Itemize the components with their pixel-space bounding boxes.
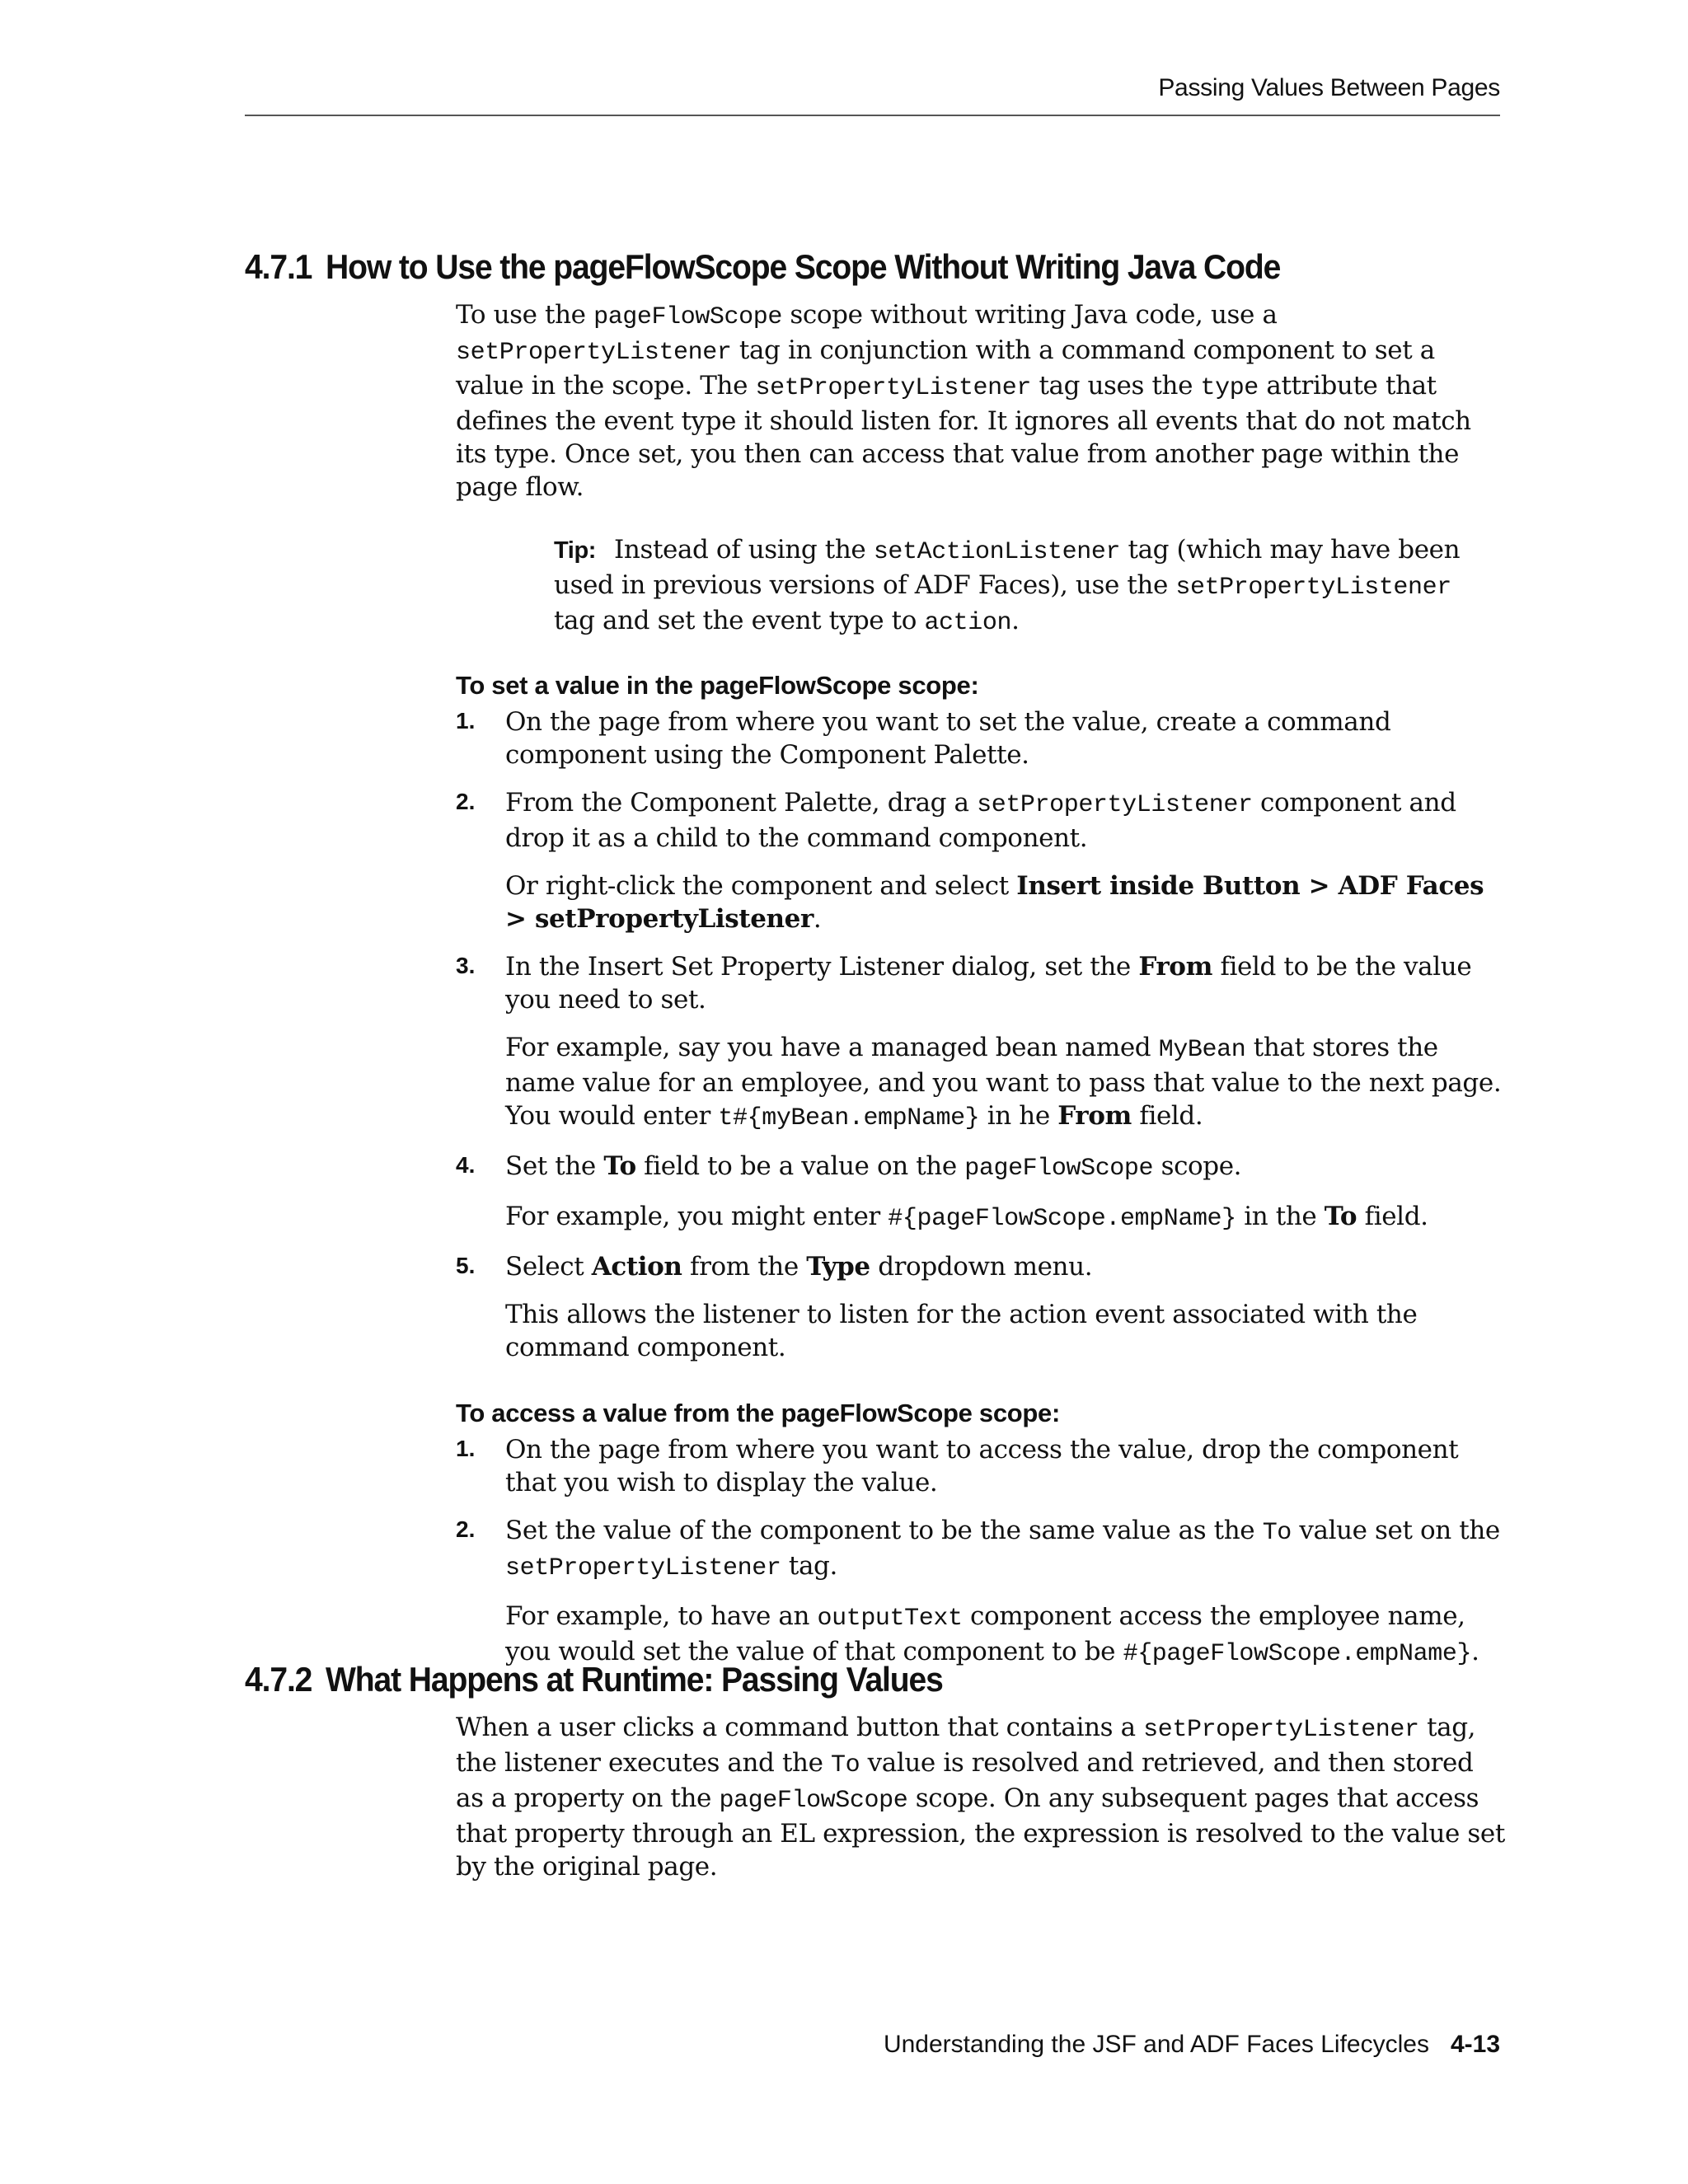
step-detail: This allows the listener to listen for the action event associated with the command component. [505, 1300, 1418, 1362]
text-run: tag and set the event type to [554, 606, 925, 635]
procedure-title-access-value: To access a value from the pageFlowScope scope: [456, 1399, 1061, 1427]
procedure-steps-set-value [456, 705, 1507, 1364]
step-text [505, 1150, 1507, 1185]
section-heading-4-7-2 [245, 1660, 943, 1699]
code-span: setPropertyListener [755, 374, 1031, 402]
code-span: setPropertyListener [977, 791, 1253, 819]
text-run: From the Component Palette, drag a [505, 788, 978, 818]
text-run: that stores the name value for an employee, and you want to pass that value to the next page. You would enter [505, 1033, 1502, 1131]
code-span: #{pageFlowScope.empName} [888, 1205, 1236, 1233]
text-run: . [1011, 606, 1020, 635]
section-number: 4.7.1 [245, 247, 312, 286]
text-run: field to be a value on the [635, 1151, 965, 1181]
step-detail [505, 1031, 1507, 1135]
list-item [456, 950, 1507, 1135]
step-text: On the page from where you want to set the value, create a command component using the Component Palette. [505, 707, 1391, 770]
step-text: On the page from where you want to access the value, drop the component that you wish to display the value. [505, 1435, 1459, 1497]
text-run: from the [682, 1252, 807, 1282]
list-item [456, 1433, 1507, 1499]
list-item [456, 1150, 1507, 1235]
text-run: Set the [505, 1151, 604, 1181]
code-span: setPropertyListener [1175, 574, 1451, 602]
text-run: To use the [456, 300, 594, 330]
step-number: 2. [456, 789, 476, 814]
code-span: To [1262, 1519, 1292, 1547]
text-run: tag uses the [1030, 371, 1201, 401]
code-span: action [924, 609, 1012, 637]
text-run: component access the employee name, you would set the value of that component to be [505, 1601, 1465, 1666]
step-detail [505, 1200, 1507, 1235]
procedure-steps-access-value [456, 1433, 1507, 1671]
text-run: in he [979, 1101, 1058, 1131]
code-span: To [830, 1751, 860, 1779]
code-span: pageFlowScope [593, 303, 782, 331]
step-number: 5. [456, 1253, 476, 1278]
text-run: value is resolved and retrieved, and then stored as a property on the [456, 1748, 1474, 1813]
list-item [456, 786, 1507, 935]
text-run: scope without writing Java code, use a [781, 300, 1278, 330]
text-run: tag in conjunction with a command component to set a value in the scope. The [456, 335, 1435, 401]
text-run: In the Insert Set Property Listener dialog, set the [505, 952, 1139, 982]
text-run: tag (which may have been used in previous versions of ADF Faces), use the [554, 535, 1461, 600]
ui-term: From [1057, 1101, 1132, 1131]
procedure-title-set-value: To set a value in the pageFlowScope scope: [456, 671, 979, 700]
step-detail [505, 869, 1507, 935]
code-span: outputText [817, 1605, 963, 1633]
list-item [456, 1250, 1507, 1364]
text-run: For example, say you have a managed bean named [505, 1033, 1159, 1062]
code-span: setPropertyListener [1143, 1716, 1419, 1744]
text-run: attribute that defines the event type it should listen for. It ignores all events that do not match its type. Once set, you then can access that value from another page within the page flow. [456, 371, 1471, 502]
step-number: 1. [456, 1436, 476, 1461]
step-text [505, 950, 1507, 1016]
text-run: scope. On any subsequent pages that access that property through an EL expression, the expression is resolved to the value set by the original page. [456, 1783, 1505, 1882]
list-item [456, 1514, 1507, 1671]
code-span: type [1200, 374, 1259, 402]
ui-term: To [603, 1151, 636, 1181]
text-run: tag. [781, 1551, 837, 1581]
footer-book-title: Understanding the JSF and ADF Faces Lifecycles [883, 2031, 1429, 2058]
text-run: component and drop it as a child to the command component. [505, 788, 1456, 853]
code-span: MyBean [1158, 1036, 1246, 1064]
text-run: field. [1131, 1101, 1203, 1131]
code-span: setPropertyListener [505, 1554, 781, 1582]
text-run: in the [1236, 1202, 1325, 1231]
code-span: #{pageFlowScope.empName} [1123, 1640, 1472, 1668]
code-span: pageFlowScope [719, 1787, 908, 1815]
text-run: Set the value of the component to be the same value as the [505, 1516, 1263, 1545]
ui-term: From [1138, 952, 1212, 982]
tip-label: Tip: [554, 537, 597, 564]
list-item [456, 705, 1507, 771]
page-number: 4-13 [1450, 2031, 1500, 2058]
section-heading-4-7-1 [245, 247, 1280, 287]
runtime-paragraph [456, 1711, 1507, 1883]
step-text [505, 1514, 1507, 1585]
running-header: Passing Values Between Pages [1158, 74, 1500, 101]
text-run: Instead of using the [614, 535, 874, 565]
step-number: 4. [456, 1152, 476, 1178]
text-run: tag, the listener executes and the [456, 1713, 1476, 1778]
code-span: pageFlowScope [964, 1155, 1154, 1183]
menu-path: Insert inside Button > ADF Faces > setPropertyListener [505, 871, 1484, 934]
text-run: dropdown menu. [870, 1252, 1093, 1282]
ui-term: Action [591, 1252, 682, 1282]
step-number: 2. [456, 1516, 476, 1542]
header-rule [245, 115, 1500, 116]
text-run: field to be the value you need to set. [505, 952, 1472, 1015]
text-run: value set on the [1291, 1516, 1500, 1545]
section-4-7-2-body [456, 1711, 1507, 1883]
text-run: scope. [1153, 1151, 1242, 1181]
section-title: What Happens at Runtime: Passing Values [326, 1660, 943, 1699]
ui-term: Type [806, 1252, 870, 1282]
text-run: Select [505, 1252, 592, 1282]
tip-note [554, 533, 1461, 640]
step-number: 1. [456, 708, 476, 733]
step-number: 3. [456, 953, 476, 978]
section-number: 4.7.2 [245, 1660, 312, 1699]
code-span: setActionListener [873, 538, 1121, 566]
ui-term: To [1324, 1202, 1357, 1231]
text-run: . [813, 904, 822, 934]
text-run: For example, to have an [505, 1601, 818, 1631]
section-title: How to Use the pageFlowScope Scope Without Writing Java Code [326, 247, 1281, 286]
text-run: . [1471, 1637, 1479, 1666]
text-run: When a user clicks a command button that contains a [456, 1713, 1144, 1742]
text-run: Or right-click the component and select [505, 871, 1017, 901]
page-footer [245, 2031, 1500, 2059]
step-text [505, 1250, 1507, 1283]
intro-paragraph [456, 298, 1507, 504]
text-run: field. [1357, 1202, 1428, 1231]
text-run: For example, you might enter [505, 1202, 889, 1231]
code-span: t#{myBean.empName} [718, 1104, 980, 1132]
code-span: setPropertyListener [456, 339, 732, 367]
step-text [505, 786, 1507, 855]
section-4-7-1-body [456, 298, 1507, 1671]
